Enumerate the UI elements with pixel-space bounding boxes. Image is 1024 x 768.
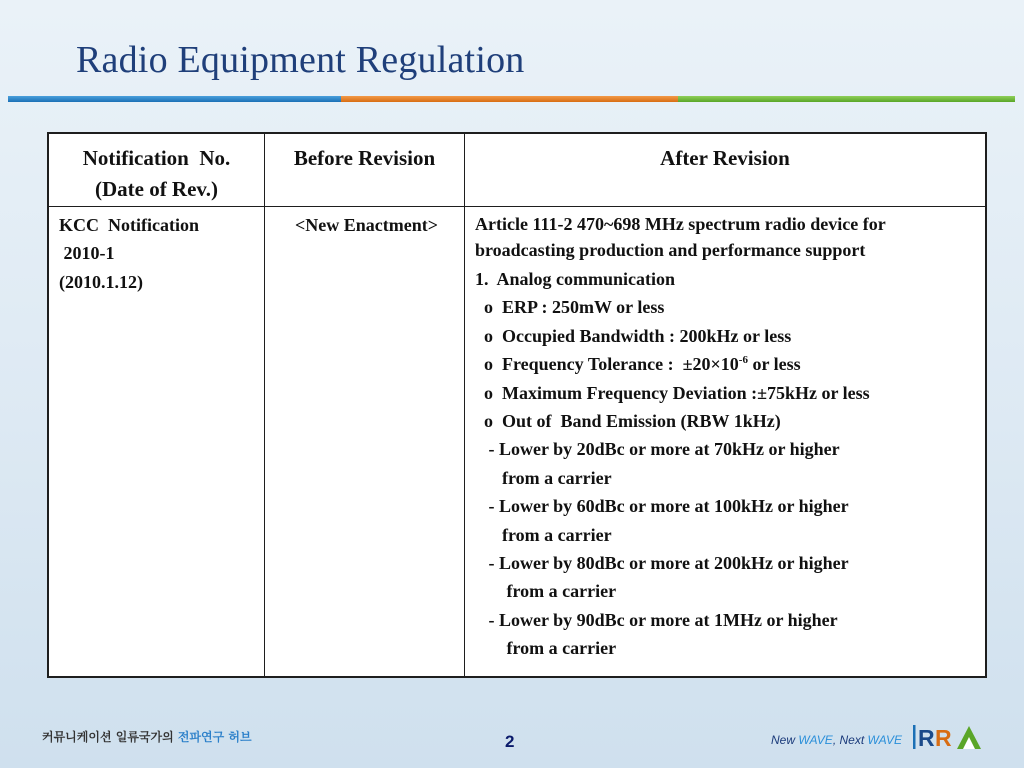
table-header-row <box>49 134 986 207</box>
table-row <box>49 207 986 677</box>
revision-line: from a carrier <box>475 524 612 545</box>
header-notification: Notification No. (Date of Rev.) <box>49 134 265 207</box>
notification-date: (2010.1.12) <box>59 271 143 292</box>
frequency-tolerance-line: o Frequency Tolerance : $\pm 20\times 10^{-6}$ or less <box>475 354 801 375</box>
regulation-table <box>47 132 987 678</box>
revision-line: o Occupied Bandwidth : 200kHz or less <box>475 325 792 346</box>
notification-cell <box>49 207 265 677</box>
before-revision-text: <New Enactment> <box>295 215 438 235</box>
revision-line: o Maximum Frequency Deviation :±75kHz or less <box>475 382 870 403</box>
page-number: 2 <box>505 732 515 751</box>
after-revision-cell <box>465 207 986 677</box>
revision-line: 1. Analog communication <box>475 269 676 289</box>
divider-orange <box>341 96 678 102</box>
header-after-revision: After Revision <box>465 134 986 207</box>
footer-slogan: 커뮤니케이션 일류국가의 전파연구 허브 <box>42 730 252 744</box>
revision-line: - Lower by 90dBc or more at 1MHz or higher <box>475 609 838 630</box>
revision-line: from a carrier <box>475 638 617 659</box>
rra-logo-icon <box>913 724 989 750</box>
footer-tagline: New WAVE, Next WAVE <box>771 733 902 747</box>
divider-blue <box>8 96 341 102</box>
header-before-revision: Before Revision <box>265 134 465 207</box>
svg-text:R: R <box>935 725 952 750</box>
article-title: Article 111-2 470~698 MHz spectrum radio device for broadcasting production and performance support <box>475 214 886 260</box>
svg-text:R: R <box>918 725 935 750</box>
before-revision-cell <box>265 207 465 677</box>
slide-title: Radio Equipment Regulation <box>76 39 525 81</box>
revision-line: o ERP : 250mW or less <box>475 297 665 318</box>
revision-line: from a carrier <box>475 581 617 602</box>
revision-line: - Lower by 60dBc or more at 100kHz or higher <box>475 496 849 517</box>
divider-green <box>678 96 1015 102</box>
revision-line: - Lower by 20dBc or more at 70kHz or higher <box>475 439 840 460</box>
notification-line: 2010-1 <box>59 243 115 264</box>
revision-line: - Lower by 80dBc or more at 200kHz or higher <box>475 553 849 574</box>
revision-line: o Out of Band Emission (RBW 1kHz) <box>475 411 781 432</box>
notification-line: KCC Notification <box>59 215 199 235</box>
revision-line: from a carrier <box>475 467 612 488</box>
